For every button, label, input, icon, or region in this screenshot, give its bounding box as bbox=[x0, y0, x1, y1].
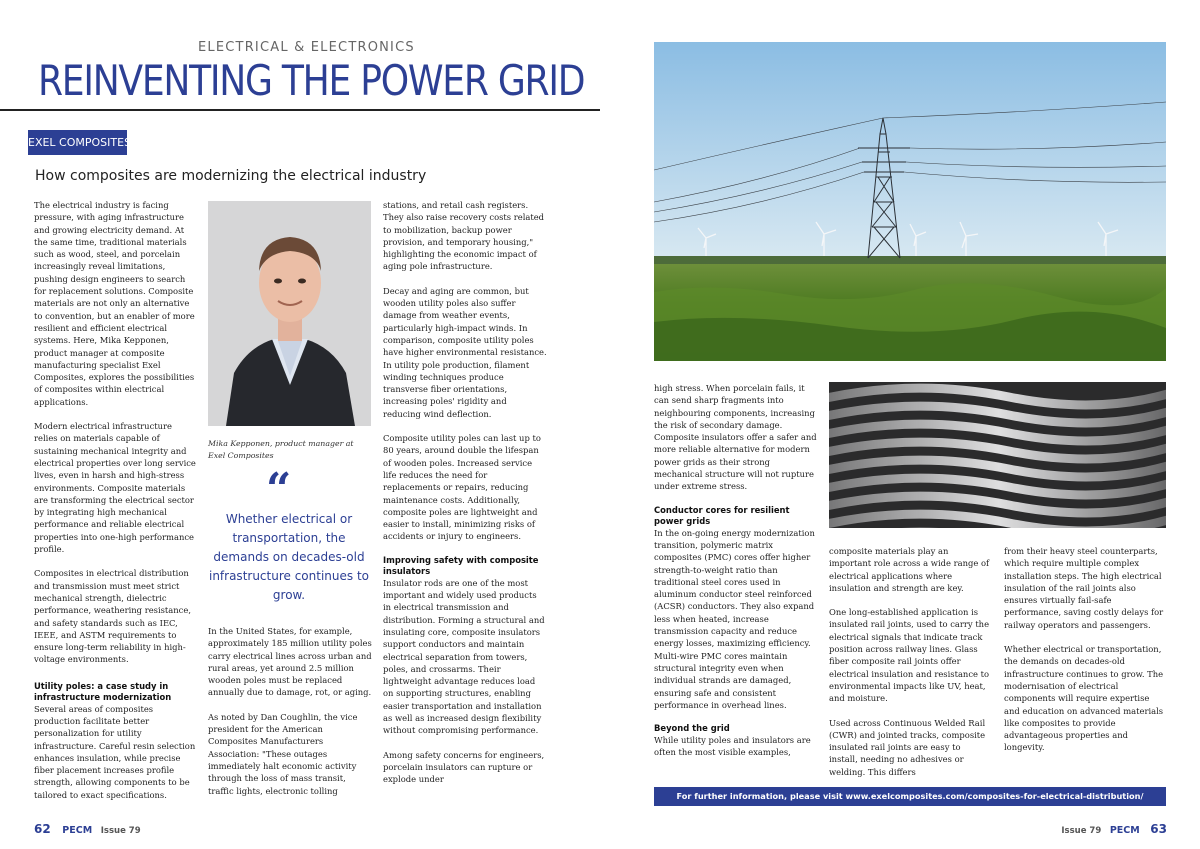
article-column-4 bbox=[654, 382, 818, 771]
issue-label: Issue 79 bbox=[1061, 826, 1102, 836]
pull-quote: Whether electrical or transportation, the demands on decades-old infrastructure continues to grow. bbox=[208, 512, 369, 602]
paragraph: The electrical industry is facing pressure, with aging infrastructure and growing electricity demand. At the same time, traditional materials such as wood, steel, and porcelain increasingly reveal limitations, pushing design engineers to search for replacement solutions. Composite materials are not only an alternative to convention, but an enabler of more resilient and efficient electrical systems. Here, Mika Kepponen, product manager at composite manufacturing specialist Exel Composites, explores the possibilities of composites within electrical applications. bbox=[34, 200, 195, 407]
article-column-1 bbox=[34, 199, 197, 813]
paragraph: Decay and aging are common, but wooden utility poles also suffer damage from weather events, particularly high-impact winds. In comparison, composite utility poles have higher environmental resistance. In utility pole production, filament winding techniques produce transverse fiber orientations, increasing poles' rigidity and reducing wind deflection. bbox=[383, 285, 547, 419]
paragraph: In the United States, for example, approximately 185 million utility poles carry electrical lines across urban and rural areas, yet around 2.5 million wooden poles must be replaced annually due to damage, rot, or aging. bbox=[208, 626, 372, 698]
section-heading: Utility poles: a case study in infrastructure modernization bbox=[34, 680, 172, 702]
page-title: REINVENTING THE POWER GRID bbox=[38, 56, 585, 105]
section-heading: Conductor cores for resilient power grids bbox=[654, 504, 790, 526]
portrait-photo bbox=[208, 201, 371, 426]
paragraph: One long-established application is insulated rail joints, used to carry the electrical signals that indicate track position across railway lines. Glass fiber composite rail joints offer electrical insulation and resistance to environmental impacts like UV, heat, and moisture. bbox=[829, 607, 990, 704]
paragraph: Several areas of composites production facilitate better personalization for utility infrastructure. Careful resin selection enhances insulation, while precise fiber placement increases profile strength, allowing components to be tailored to exact specifications. bbox=[34, 703, 196, 800]
title-divider bbox=[0, 109, 600, 111]
landscape-illustration bbox=[654, 42, 1166, 361]
power-tower-field-photo bbox=[654, 42, 1166, 361]
paragraph: Insulator rods are one of the most important and widely used products in electrical transmission and distribution. Forming a structural and insulating core, composite insulators support conductors and maintain electrical separation from towers, poles, and crossarms. Their lightweight advantage reduces load on supporting structures, enabling easier transportation and installation as well as increased design flexibility without compromising performance. bbox=[383, 577, 545, 736]
article-column-5 bbox=[829, 545, 991, 790]
section-kicker: ELECTRICAL & ELECTRONICS bbox=[198, 40, 415, 55]
paragraph: While utility poles and insulators are often the most visible examples, bbox=[654, 735, 811, 758]
paragraph: from their heavy steel counterparts, which require multiple complex installation steps. The high electrical insulation of the rail joints also ensures virtually fail-safe performance, saving costly delays for railway operators and passengers. bbox=[1004, 546, 1164, 630]
paragraph: Composites in electrical distribution and transmission must meet strict mechanical strength, dielectric performance, weathering resistance, and safety standards such as IEC, IEEE, and ASTM requirements to ensure long-term reliability in high-voltage environments. bbox=[34, 568, 191, 665]
paragraph: In the on-going energy modernization transition, polymeric matrix composites (PMC) cores offer higher strength-to-weight ratio than traditional steel cores used in aluminum conductor steel reinforced (ACSR) conductors. They also expand less when heated, increase transmission capacity and reduce energy losses, maximizing efficiency. Multi-wire PMC cores maintain structural integrity even when individual strands are damaged, ensuring safe and consistent performance in overhead lines. bbox=[654, 527, 815, 710]
paragraph: Modern electrical infrastructure relies on materials capable of sustaining mechanical integrity and electrical properties over long service lives, even in harsh and high-stress environments. Composite materials are transforming the electrical sector by integrating high mechanical performance and reliable electrical properties into one-high performance profile. bbox=[34, 421, 196, 555]
left-page-footer bbox=[34, 818, 141, 837]
article-column-2 bbox=[208, 625, 372, 809]
paragraph: composite materials play an important role across a wide range of electrical applications where insulation and strength are key. bbox=[829, 546, 990, 593]
page-number: 63 bbox=[1150, 822, 1167, 836]
further-info-link[interactable]: For further information, please visit www.exelcomposites.com/composites-for-electrical-distribution/ bbox=[654, 787, 1166, 806]
paragraph: As noted by Dan Coughlin, the vice president for the American Composites Manufacturers Association: "These outages immediately halt economic activity through the loss of mass transit, traffic lights, electronic tolling bbox=[208, 711, 358, 796]
page-number: 62 bbox=[34, 822, 51, 836]
article-column-6 bbox=[1004, 545, 1166, 766]
photo-caption: Mika Kepponen, product manager at Exel Composites bbox=[208, 439, 354, 460]
article-subtitle: How composites are modernizing the electrical industry bbox=[35, 168, 427, 184]
paragraph: Composite utility poles can last up to 80 years, around double the lifespan of wooden poles. Increased service life reduces the need for replacements or repairs, reducing maintenance costs. Additionally, composite poles are lightweight and easier to install, minimizing risks of accidents or injury to engineers. bbox=[383, 433, 541, 542]
issue-label: Issue 79 bbox=[100, 826, 141, 836]
paragraph: stations, and retail cash registers. They also raise recovery costs related to mobilization, backup power provision, and temporary housing," highlighting the economic impact of aging pole infrastructure. bbox=[383, 200, 545, 272]
publication-name: PECM bbox=[1109, 825, 1140, 836]
quote-icon: “ bbox=[266, 464, 292, 515]
paragraph: Among safety concerns for engineers, porcelain insulators can rupture or explode under bbox=[383, 749, 545, 785]
person-illustration bbox=[208, 201, 371, 426]
company-tag: EXEL COMPOSITES bbox=[28, 130, 127, 155]
insulator-illustration bbox=[829, 382, 1166, 528]
composite-insulator-closeup-photo bbox=[829, 382, 1166, 528]
paragraph: Whether electrical or transportation, the demands on decades-old infrastructure continues to grow. The modernisation of electrical components will require expertise and education on advanced materials like composites to provide advantageous properties and longevity. bbox=[1004, 644, 1164, 753]
publication-name: PECM bbox=[62, 825, 93, 836]
paragraph: high stress. When porcelain fails, it can send sharp fragments into neighbouring components, increasing the risk of secondary damage. Composite insulators offer a safer and more reliable alternative for modern power grids as their strong mechanical structure will not rupture under extreme stress. bbox=[654, 383, 817, 492]
section-heading: Beyond the grid bbox=[654, 723, 730, 734]
section-heading: Improving safety with composite insulators bbox=[383, 554, 539, 576]
right-page-footer bbox=[1061, 818, 1167, 837]
article-column-3 bbox=[383, 199, 547, 797]
paragraph: Used across Continuous Welded Rail (CWR) and jointed tracks, composite insulated rail joints are easy to install, needing no adhesives or welding. This differs bbox=[829, 717, 986, 777]
